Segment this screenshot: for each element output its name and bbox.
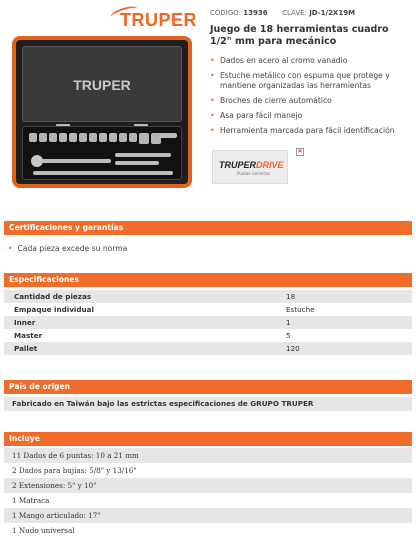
- extension-icon: [115, 153, 171, 157]
- table-row: [4, 342, 412, 355]
- case-tray: [22, 126, 182, 180]
- extension-icon: [115, 161, 159, 165]
- table-row: [4, 290, 412, 303]
- socket-row: [29, 133, 161, 144]
- list-item: 11 Dados de 6 puntas: 10 a 21 mm: [4, 448, 412, 463]
- socket-icon: [109, 133, 117, 142]
- feature-item: • Dados en acero al cromo vanadio: [210, 56, 410, 66]
- section-header-certificaciones: Certificaciones y garantías: [4, 221, 412, 235]
- universal-joint-icon: [159, 133, 177, 138]
- socket-icon: [139, 133, 149, 144]
- socket-icon: [69, 133, 77, 142]
- list-item: 1 Mango articulado: 17": [4, 508, 412, 523]
- case-lid: [22, 46, 182, 122]
- spec-value: Estuche: [276, 303, 412, 316]
- list-item: 1 Nudo universal: [4, 523, 412, 538]
- badge-name-b: DRIVE: [256, 160, 284, 170]
- feature-list: [210, 56, 410, 141]
- socket-icon: [79, 133, 87, 142]
- incluye-list: [4, 448, 412, 538]
- socket-icon: [129, 133, 137, 142]
- bullet-icon: •: [8, 244, 13, 253]
- feature-item: • Herramienta marcada para fácil identificación: [210, 126, 410, 136]
- list-item: 1 Matraca: [4, 493, 412, 508]
- section-header-especificaciones: Especificaciones: [4, 273, 412, 287]
- product-header: [0, 0, 416, 214]
- table-row: [4, 329, 412, 342]
- feature-item: • Asa para fácil manejo: [210, 111, 410, 121]
- codigo-label: CÓDIGO:: [210, 9, 242, 17]
- socket-icon: [119, 133, 127, 142]
- certificacion-item: [8, 244, 127, 253]
- spec-key: Empaque individual: [4, 303, 276, 316]
- breaker-bar-icon: [33, 171, 173, 175]
- socket-icon: [49, 133, 57, 142]
- product-image: [12, 36, 192, 188]
- section-header-origen: País de origen: [4, 380, 412, 394]
- section-header-incluye: Incluye: [4, 432, 412, 446]
- list-item: 2 Extensiones: 5" y 10": [4, 478, 412, 493]
- list-item: 2 Dados para bujías: 5/8" y 13/16": [4, 463, 412, 478]
- socket-icon: [29, 133, 37, 142]
- spec-value: 1: [276, 316, 412, 329]
- spec-value: 120: [276, 342, 412, 355]
- certificacion-text: Cada pieza excede su norma: [17, 244, 128, 253]
- close-icon[interactable]: ✕: [297, 148, 303, 155]
- spec-key: Cantidad de piezas: [4, 290, 276, 303]
- socket-icon: [99, 133, 107, 142]
- case-brand-text: TRUPER: [73, 77, 131, 93]
- spec-table: [4, 290, 412, 355]
- spec-key: Inner: [4, 316, 276, 329]
- feature-item: • Estuche metálico con espuma que protege y mantiene organizadas las herramientas: [210, 71, 410, 91]
- socket-icon: [39, 133, 47, 142]
- socket-icon: [89, 133, 97, 142]
- origen-text: Fabricado en Taiwán bajo las estrictas especificaciones de GRUPO TRUPER: [4, 397, 412, 411]
- spec-value: 18: [276, 290, 412, 303]
- product-title: Juego de 18 herramientas cuadro 1/2" mm para mecánico: [210, 24, 389, 47]
- badge-subtitle: Puntas correctas: [237, 171, 271, 176]
- spec-key: Master: [4, 329, 276, 342]
- logo-text: TRUPER: [120, 10, 198, 30]
- badge-name: [219, 160, 284, 170]
- truper-logo: [120, 10, 197, 31]
- feature-item: • Broches de cierre automático: [210, 96, 410, 106]
- spec-key: Pallet: [4, 342, 276, 355]
- spec-value: 5: [276, 329, 412, 342]
- table-row: [4, 316, 412, 329]
- ratchet-handle-icon: [41, 159, 111, 163]
- clave-value: JD-1/2X19M: [309, 9, 356, 17]
- truper-drive-badge[interactable]: [212, 150, 288, 184]
- badge-name-a: TRUPER: [219, 160, 257, 170]
- table-row: [4, 303, 412, 316]
- clave-label: CLAVE:: [282, 9, 307, 17]
- product-meta: [210, 9, 355, 17]
- socket-icon: [59, 133, 67, 142]
- codigo-value: 13936: [243, 9, 268, 17]
